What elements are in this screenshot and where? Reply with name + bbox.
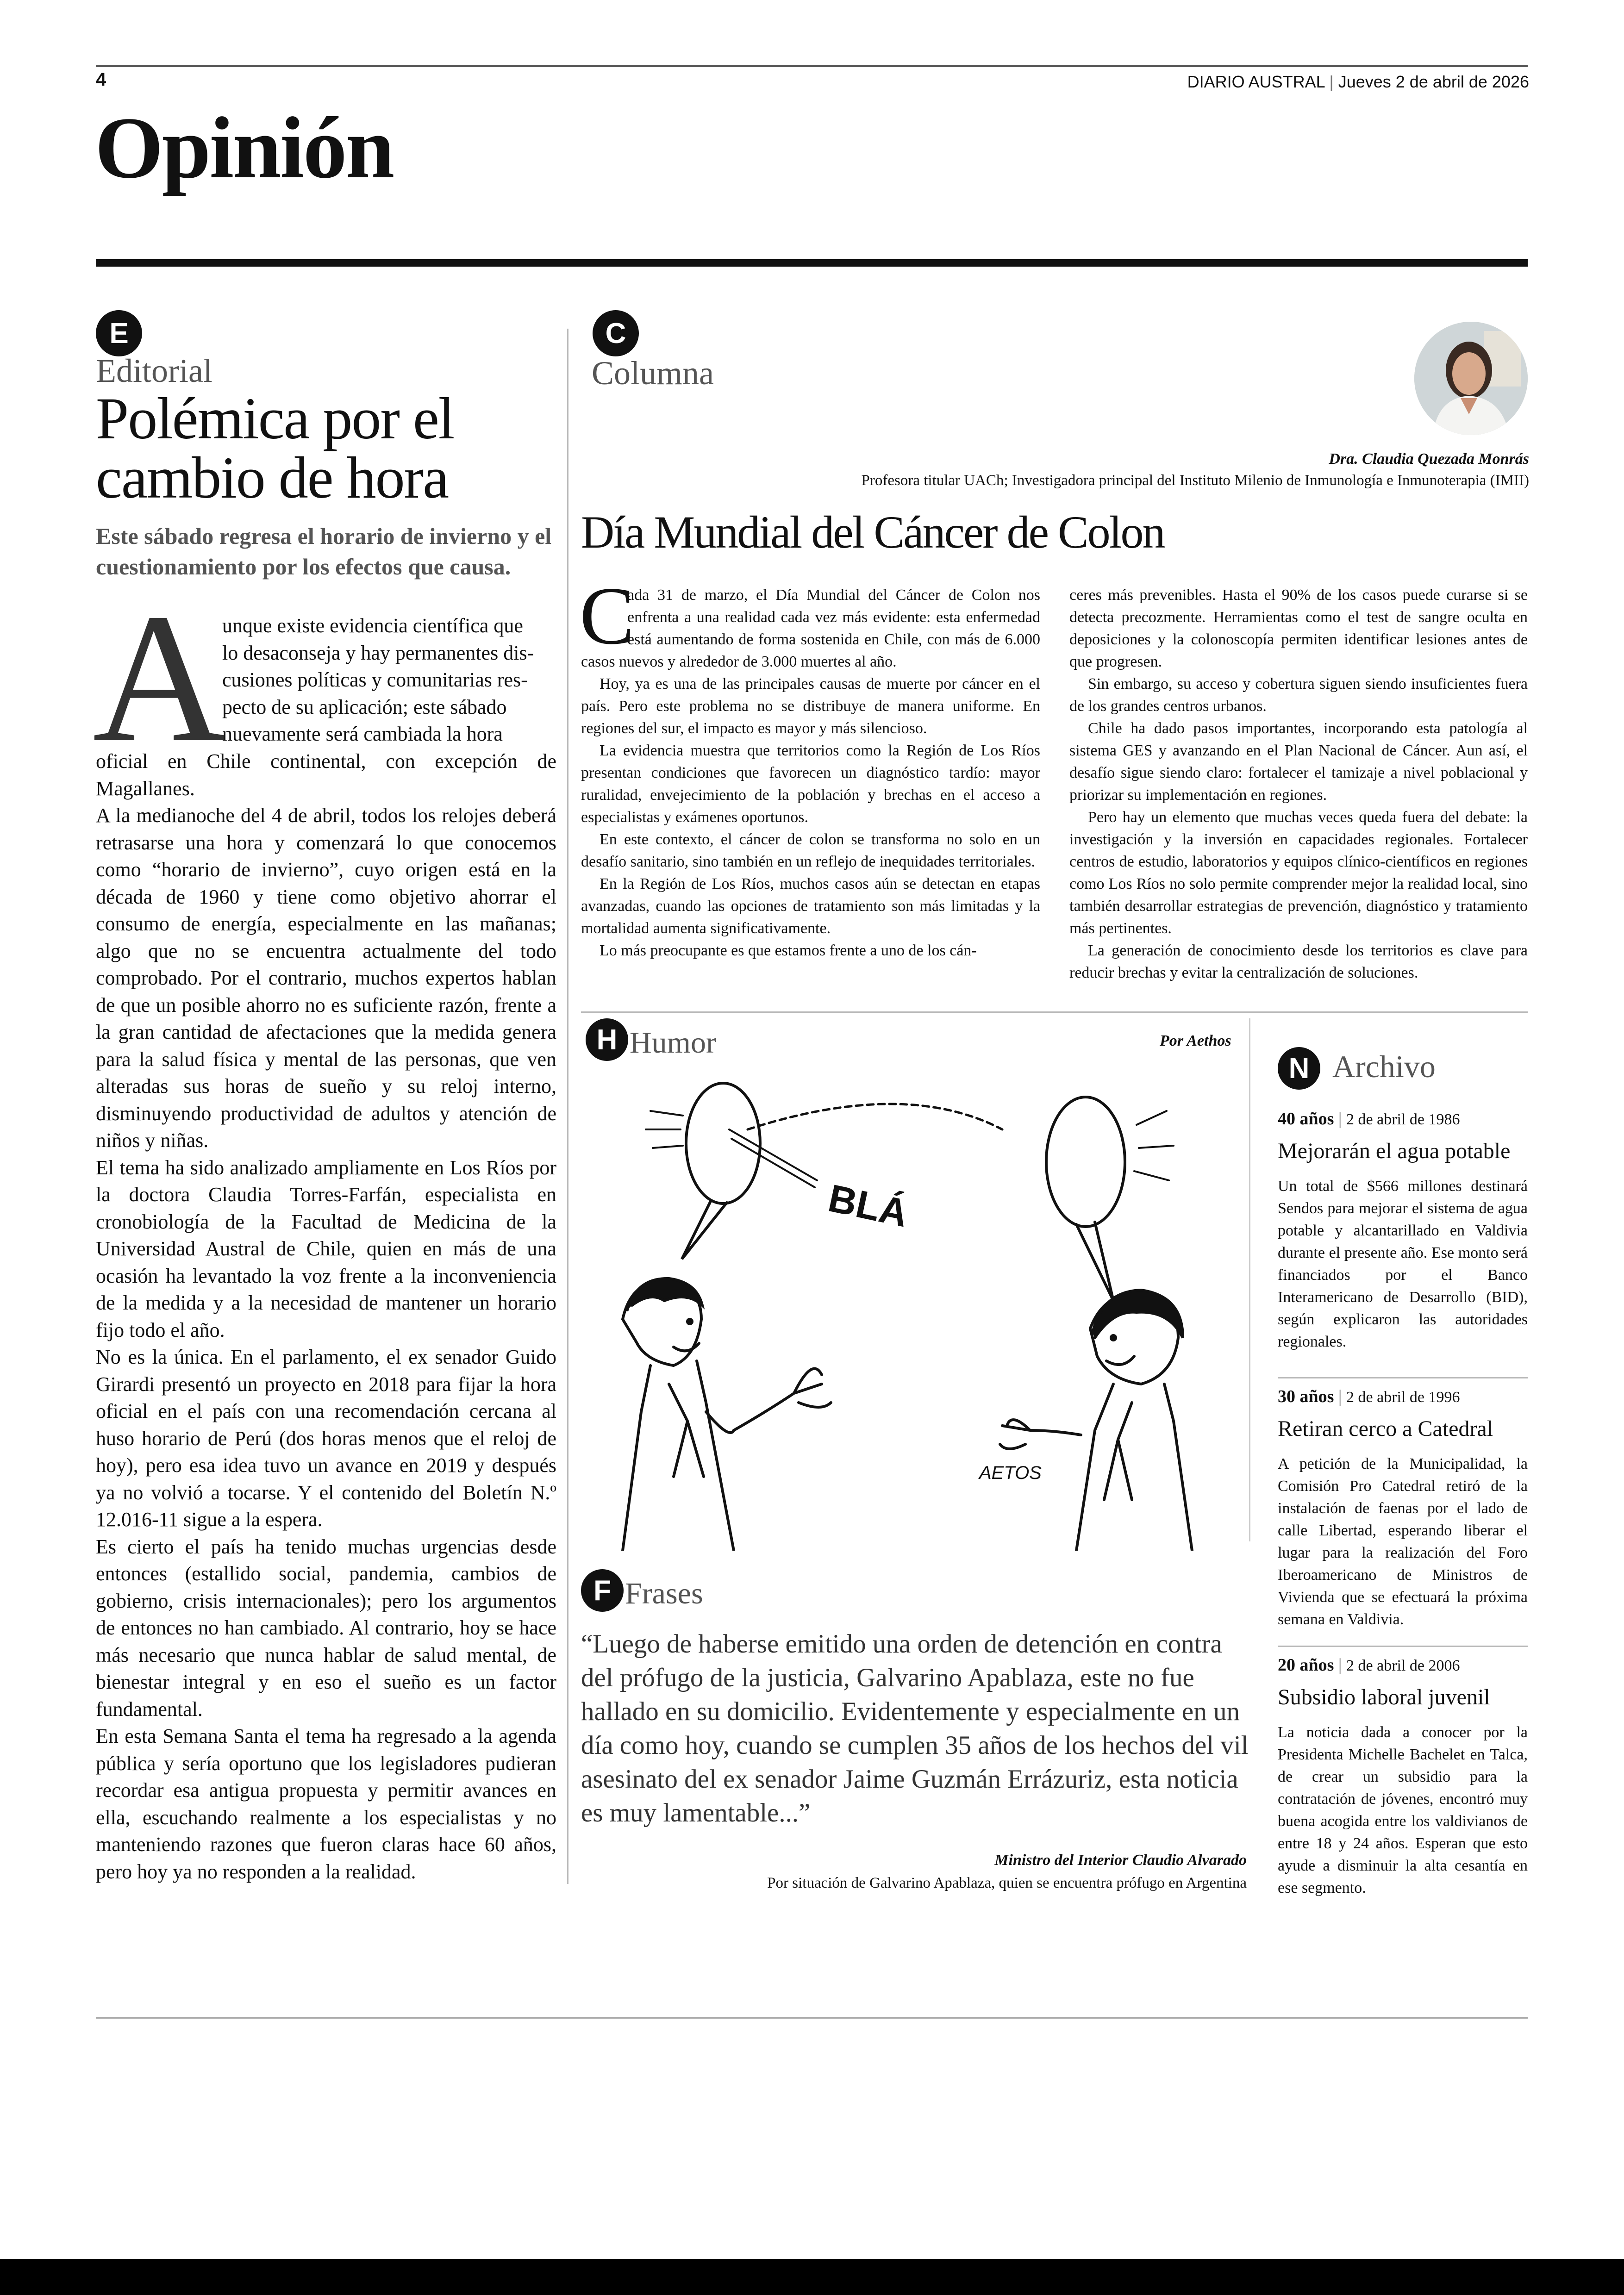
editorial-paragraph: No es la única. En el parlamento, el ex senador Guido Girardi presentó un proyecto en 2018 para fijar la hora oficial en el país con una recomendación cercana al huso horario de Perú (dos horas menos que el reloj de hoy), pero esa idea tuvo un avance en 2019 y después ya no volvió a tocarse. Y el contenido del Boletín N.º 12.016-11 sigue a la espera.: [96, 1346, 556, 1531]
bottom-black-bar: [0, 2259, 1624, 2295]
archivo-item: [1278, 1386, 1528, 1631]
dropcap-line: pecto de su aplicación; este sábado: [222, 695, 507, 718]
cartoon: [581, 1060, 1243, 1551]
editorial-body: [96, 748, 556, 1885]
issue-date: Jueves 2 de abril de 2026: [1338, 72, 1529, 91]
archivo-years: 20 años: [1278, 1655, 1334, 1675]
humor-right-rule: [1249, 1018, 1250, 1541]
column-paragraph: Chile ha dado pasos importantes, incorporando esta patología al sistema GES y avanzando en el Plan Nacional de Cáncer. Aun así, el desafío sigue siendo claro: fortalecer el tamizaje a nivel poblacional y priorizar su implementación en regiones.: [1069, 720, 1528, 804]
editorial-paragraph: oficial en Chile continental, con excepción de Magallanes.: [96, 750, 556, 800]
cartoon-word: BLÁ: [824, 1176, 912, 1235]
frases-context: Por situación de Galvarino Apablaza, quien se encuentra prófugo en Argentina: [767, 1875, 1247, 1891]
page-bottom-rule: [96, 2017, 1528, 2019]
header-thick-rule: [96, 259, 1528, 267]
column-badge: C: [593, 310, 639, 356]
column-bottom-rule: [581, 1011, 1528, 1013]
section-title: Opinión: [95, 100, 394, 197]
column-body-col1: [581, 584, 1040, 962]
archivo-date-line: 20 años | 2 de abril de 2006: [1278, 1655, 1460, 1675]
editorial-paragraph: En esta Semana Santa el tema ha regresado a la agenda pública y sería oportuno que los legisladores pudieran recordar esa antigua propuesta y permitir avances en ella, escuchando realmente a los especialistas y no manteniendo razones que fueron claras hace 60 años, pero hoy ya no responden a la realidad.: [96, 1725, 556, 1883]
dropcap-line: lo desaconseja y hay permanentes dis-: [222, 641, 534, 664]
archivo-years: 30 años: [1278, 1387, 1334, 1406]
archivo-divider: [1278, 1377, 1528, 1378]
frases-quote: “Luego de haberse emitido una orden de detención en contra del prófugo de la justicia, Galvarino Apablaza, este no fue hallado en su domicilio. Evidentemente y especialmente en un día como hoy, cuando se cumplen 35 años de los hechos del vil asesinato del ex senador Jaime Guzmán Errázuriz, esta noticia es muy lamentable...”: [581, 1629, 1249, 1827]
dropcap-line: cusiones políticas y comunitarias res-: [222, 668, 528, 691]
editorial-paragraph: El tema ha sido analizado ampliamente en Los Ríos por la doctora Claudia Torres-Farfán, especialista en cronobiología de la Facultad de Medicina de la Universidad Austral de Chile, quien en más de una ocasión ha levantado la voz frente a la inconveniencia de la medida y a la necesidad de mantener un horario fijo todo el año.: [96, 1156, 556, 1341]
dropcap-line: nuevamente será cambiada la hora: [222, 723, 503, 745]
column-paragraph: En este contexto, el cáncer de colon se transforma no solo en un desafío sanitario, sino también en un reflejo de inequidades territoriales.: [581, 831, 1040, 870]
column-paragraph: Pero hay un elemento que muchas veces queda fuera del debate: la investigación y la inversión en capacidades regionales. Fortalecer centros de estudio, laboratorios y equipos clínico-científicos en regiones como Los Ríos no solo permite comprender mejor la realidad local, sino también desarrollar estrategias de prevención, diagnóstico y tratamiento más pertinentes.: [1069, 809, 1528, 937]
editorial-label: Editorial: [96, 352, 212, 389]
column-title: Día Mundial del Cáncer de Colon: [581, 506, 1164, 558]
archivo-text: Un total de $566 millones destinará Sendos para mejorar el sistema de agua potable y alcantarillado en Valdivia durante el presente año. Ese monto será financiados por el Banco Interamericano de Desarrollo (BID), según explicaron las autoridades regionales.: [1278, 1178, 1528, 1350]
column-body-col2: [1069, 584, 1528, 984]
column-paragraph: La generación de conocimiento desde los territorios es clave para reducir brechas y evitar la centralización de soluciones.: [1069, 942, 1528, 981]
frases-author: Ministro del Interior Claudio Alvarado: [994, 1852, 1247, 1869]
humor-badge: H: [586, 1018, 628, 1061]
editorial-title-line2: cambio de hora: [96, 445, 448, 511]
archivo-title: Retiran cerco a Catedral: [1278, 1416, 1493, 1441]
frases-badge: F: [581, 1569, 624, 1612]
editorial-paragraph: Es cierto el país ha tenido muchas urgencias desde entonces (estallido social, pandemia, cambios de gobierno, crisis internacionales); pero los argumentos de entonces no han cambiado. Al contrario, hoy se hace más necesario que nunca hablar de salud mental, de bienestar integral y en eso el sueño es un factor fundamental.: [96, 1535, 556, 1721]
archivo-text: La noticia dada a conocer por la Presidenta Michelle Bachelet en Talca, de crear un subsidio para la contratación de jóvenes, encontró muy buena acogida entre los valdivianos de entre 18 y 24 años. Esperan que esto ayude a disminuir la alta cesantía en ese segmento.: [1278, 1724, 1528, 1896]
archivo-item: [1278, 1109, 1528, 1353]
top-rule: [96, 65, 1528, 67]
author-photo: [1414, 322, 1528, 435]
archivo-divider: [1278, 1646, 1528, 1647]
editorial-dropcap-block: [222, 612, 546, 748]
archivo-badge: N: [1278, 1047, 1320, 1090]
editorial-title: [96, 386, 454, 511]
editorial-subtitle: Este sábado regresa el horario de invierno y el cuestionamiento por los efectos que causa.: [96, 523, 552, 580]
column-author: Dra. Claudia Quezada Monrás: [1329, 450, 1529, 468]
column-divider: [567, 329, 568, 1884]
column-paragraph: Sin embargo, su acceso y cobertura siguen siendo insuficientes fuera de los grandes centros urbanos.: [1069, 675, 1528, 715]
column-paragraph: Hoy, ya es una de las principales causas de muerte por cáncer en el país. Pero este problema no se distribuye de manera uniforme. En regiones del sur, el impacto es mayor y más silencioso.: [581, 675, 1040, 737]
column-paragraph: ceres más prevenibles. Hasta el 90% de los casos puede curarse si se detecta precozmente. Herramientas como el test de sangre oculta en deposiciones y la colonoscopía permiten identificar lesiones antes de que progresen.: [1069, 586, 1528, 670]
column-label: Columna: [592, 355, 714, 392]
editorial-paragraph: A la medianoche del 4 de abril, todos los relojes deberá retrasarse una hora y comenzará lo que conocemos como “horario de invierno”, cuyo origen está en la década de 1960 y tiene como objetivo ahorrar el consumo de energía, especialmente en las mañanas; algo que no se encuentra actualmente del todo comprobado. Por el contrario, muchos expertos hablan de que un posible ahorro no es suficiente razón, frente a la gran cantidad de afectaciones que la medida genera para la salud física y mental de las personas, que ven alteradas sus horas de sueño y su reloj interno, disminuyendo productividad de adultos y atención de niños y niñas.: [96, 804, 556, 1152]
cartoon-signature: AETOS: [979, 1463, 1042, 1483]
archivo-years: 40 años: [1278, 1109, 1334, 1129]
archivo-date: 2 de abril de 2006: [1346, 1657, 1460, 1674]
column-paragraph: ada 31 de marzo, el Día Mundial del Cáncer de Colon nos enfrenta a una realidad cada vez más evidente: esta enfermedad está aumentando de forma sostenida en Chile, con más de 6.000 casos nuevos y alrededor de 3.000 muertes al año.: [581, 586, 1040, 670]
column-paragraph: La evidencia muestra que territorios como la Región de Los Ríos presentan condiciones que favorecen un diagnóstico tardío: mayor ruralidad, envejecimiento de la población y brechas en el acceso a especialistas y exámenes oportunos.: [581, 742, 1040, 826]
editorial-title-line1: Polémica por el: [96, 386, 454, 451]
archivo-date: 2 de abril de 1996: [1346, 1389, 1460, 1406]
archivo-date: 2 de abril de 1986: [1346, 1111, 1460, 1128]
dropcap-line: unque existe evidencia científica que: [222, 614, 523, 637]
masthead-info: DIARIO AUSTRAL | Jueves 2 de abril de 2026: [1187, 72, 1529, 91]
frases-label: Frases: [625, 1577, 703, 1610]
column-paragraph: En la Región de Los Ríos, muchos casos aún se detectan en etapas avanzadas, cuando las opciones de tratamiento son más limitadas y la mortalidad aumenta significativamente.: [581, 875, 1040, 937]
page-number: 4: [96, 69, 106, 90]
archivo-date-line: 40 años | 2 de abril de 1986: [1278, 1109, 1460, 1129]
humor-label: Humor: [630, 1026, 716, 1060]
archivo-label: Archivo: [1332, 1049, 1436, 1084]
paper-name: DIARIO AUSTRAL: [1187, 72, 1325, 91]
column-drop-cap: C: [580, 570, 635, 661]
editorial-drop-cap: A: [93, 575, 226, 780]
humor-credit: Por Aethos: [1160, 1032, 1231, 1049]
archivo-title: Mejorarán el agua potable: [1278, 1139, 1511, 1163]
archivo-date-line: 30 años | 2 de abril de 1996: [1278, 1387, 1460, 1406]
archivo-item: [1278, 1655, 1528, 1899]
archivo-title: Subsidio laboral juvenil: [1278, 1685, 1490, 1709]
archivo-text: A petición de la Municipalidad, la Comisión Pro Catedral retiró de la instalación de faenas por el lado de calle Libertad, esperando liberar el lugar para la realización del Foro Iberoamericano de Ministros de Vivienda que se efectuará la próxima semana en Valdivia.: [1278, 1455, 1528, 1628]
column-author-role: Profesora titular UACh; Investigadora principal del Instituto Milenio de Inmunología e Inmunoterapia (IMII): [861, 472, 1529, 489]
column-paragraph: Lo más preocupante es que estamos frente a uno de los cán-: [600, 942, 977, 959]
editorial-badge: E: [96, 310, 142, 356]
